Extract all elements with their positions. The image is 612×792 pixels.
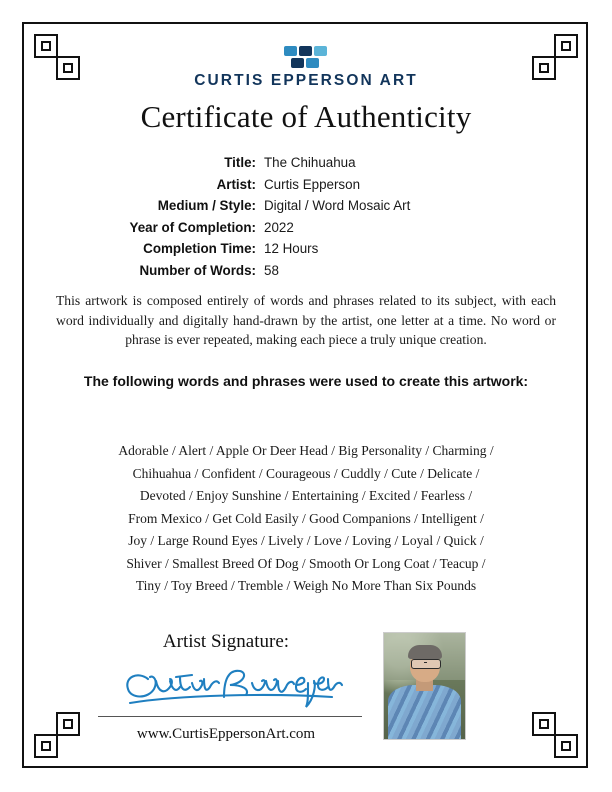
words-line: Chihuahua / Confident / Courageous / Cuddly / Cute / Delicate / [132, 465, 480, 481]
detail-value: Curtis Epperson [264, 176, 361, 192]
detail-row [0, 195, 612, 217]
signature-label: Artist Signature: [162, 631, 290, 652]
detail-value: 58 [264, 262, 279, 278]
words-line: Tiny / Toy Breed / Tremble / Weigh No More Than Six Pounds [135, 578, 477, 593]
words-line: Devoted / Enjoy Sunshine / Entertaining / Excited / Fearless / [139, 488, 473, 503]
detail-label: Title: [224, 155, 256, 170]
words-list [76, 440, 536, 598]
detail-value: 12 Hours [264, 241, 319, 256]
page-title: Certificate of Authenticity [140, 99, 472, 134]
artist-signature-icon [118, 663, 348, 711]
words-line: Shiver / Smallest Breed Of Dog / Smooth Or Long Coat / Teacup / [126, 555, 486, 571]
words-heading: The following words and phrases were used to create this artwork: [83, 373, 529, 389]
detail-row [0, 260, 612, 282]
detail-label: Completion Time: [143, 241, 256, 256]
detail-row [0, 152, 612, 174]
detail-value: Digital / Word Mosaic Art [264, 198, 411, 213]
brand-logo [0, 44, 612, 90]
words-line: Joy / Large Round Eyes / Lively / Love / Loving / Loyal / Quick / [128, 533, 484, 548]
detail-value: The Chihuahua [264, 155, 356, 170]
detail-row [0, 217, 612, 239]
words-line: From Mexico / Get Cold Easily / Good Companions / Intelligent / [128, 510, 484, 526]
detail-label: Medium / Style: [157, 198, 256, 213]
corner-ornament-bottom-right [532, 712, 578, 758]
detail-label: Number of Words: [139, 262, 256, 278]
signature-rule [98, 716, 362, 717]
website-link[interactable]: www.CurtisEppersonArt.com [136, 726, 316, 742]
detail-label: Artist: [216, 176, 256, 192]
description-paragraph: This artwork is composed entirely of words and phrases related to its subject, with each word individually and digitally hand-drawn by the artist, one letter at a time. No word or phrase is ever repeated, making each piece a truly unique creation. [56, 293, 556, 347]
three-squares-logo-icon [280, 44, 332, 70]
detail-value: 2022 [264, 219, 294, 235]
artwork-details-table [0, 152, 612, 281]
words-line: Adorable / Alert / Apple Or Deer Head / Big Personality / Charming / [118, 443, 494, 458]
brand-name: CURTIS EPPERSON ART [194, 72, 418, 89]
detail-row [0, 238, 612, 260]
detail-row [0, 174, 612, 196]
artist-photo [383, 632, 466, 740]
detail-label: Year of Completion: [129, 219, 256, 235]
